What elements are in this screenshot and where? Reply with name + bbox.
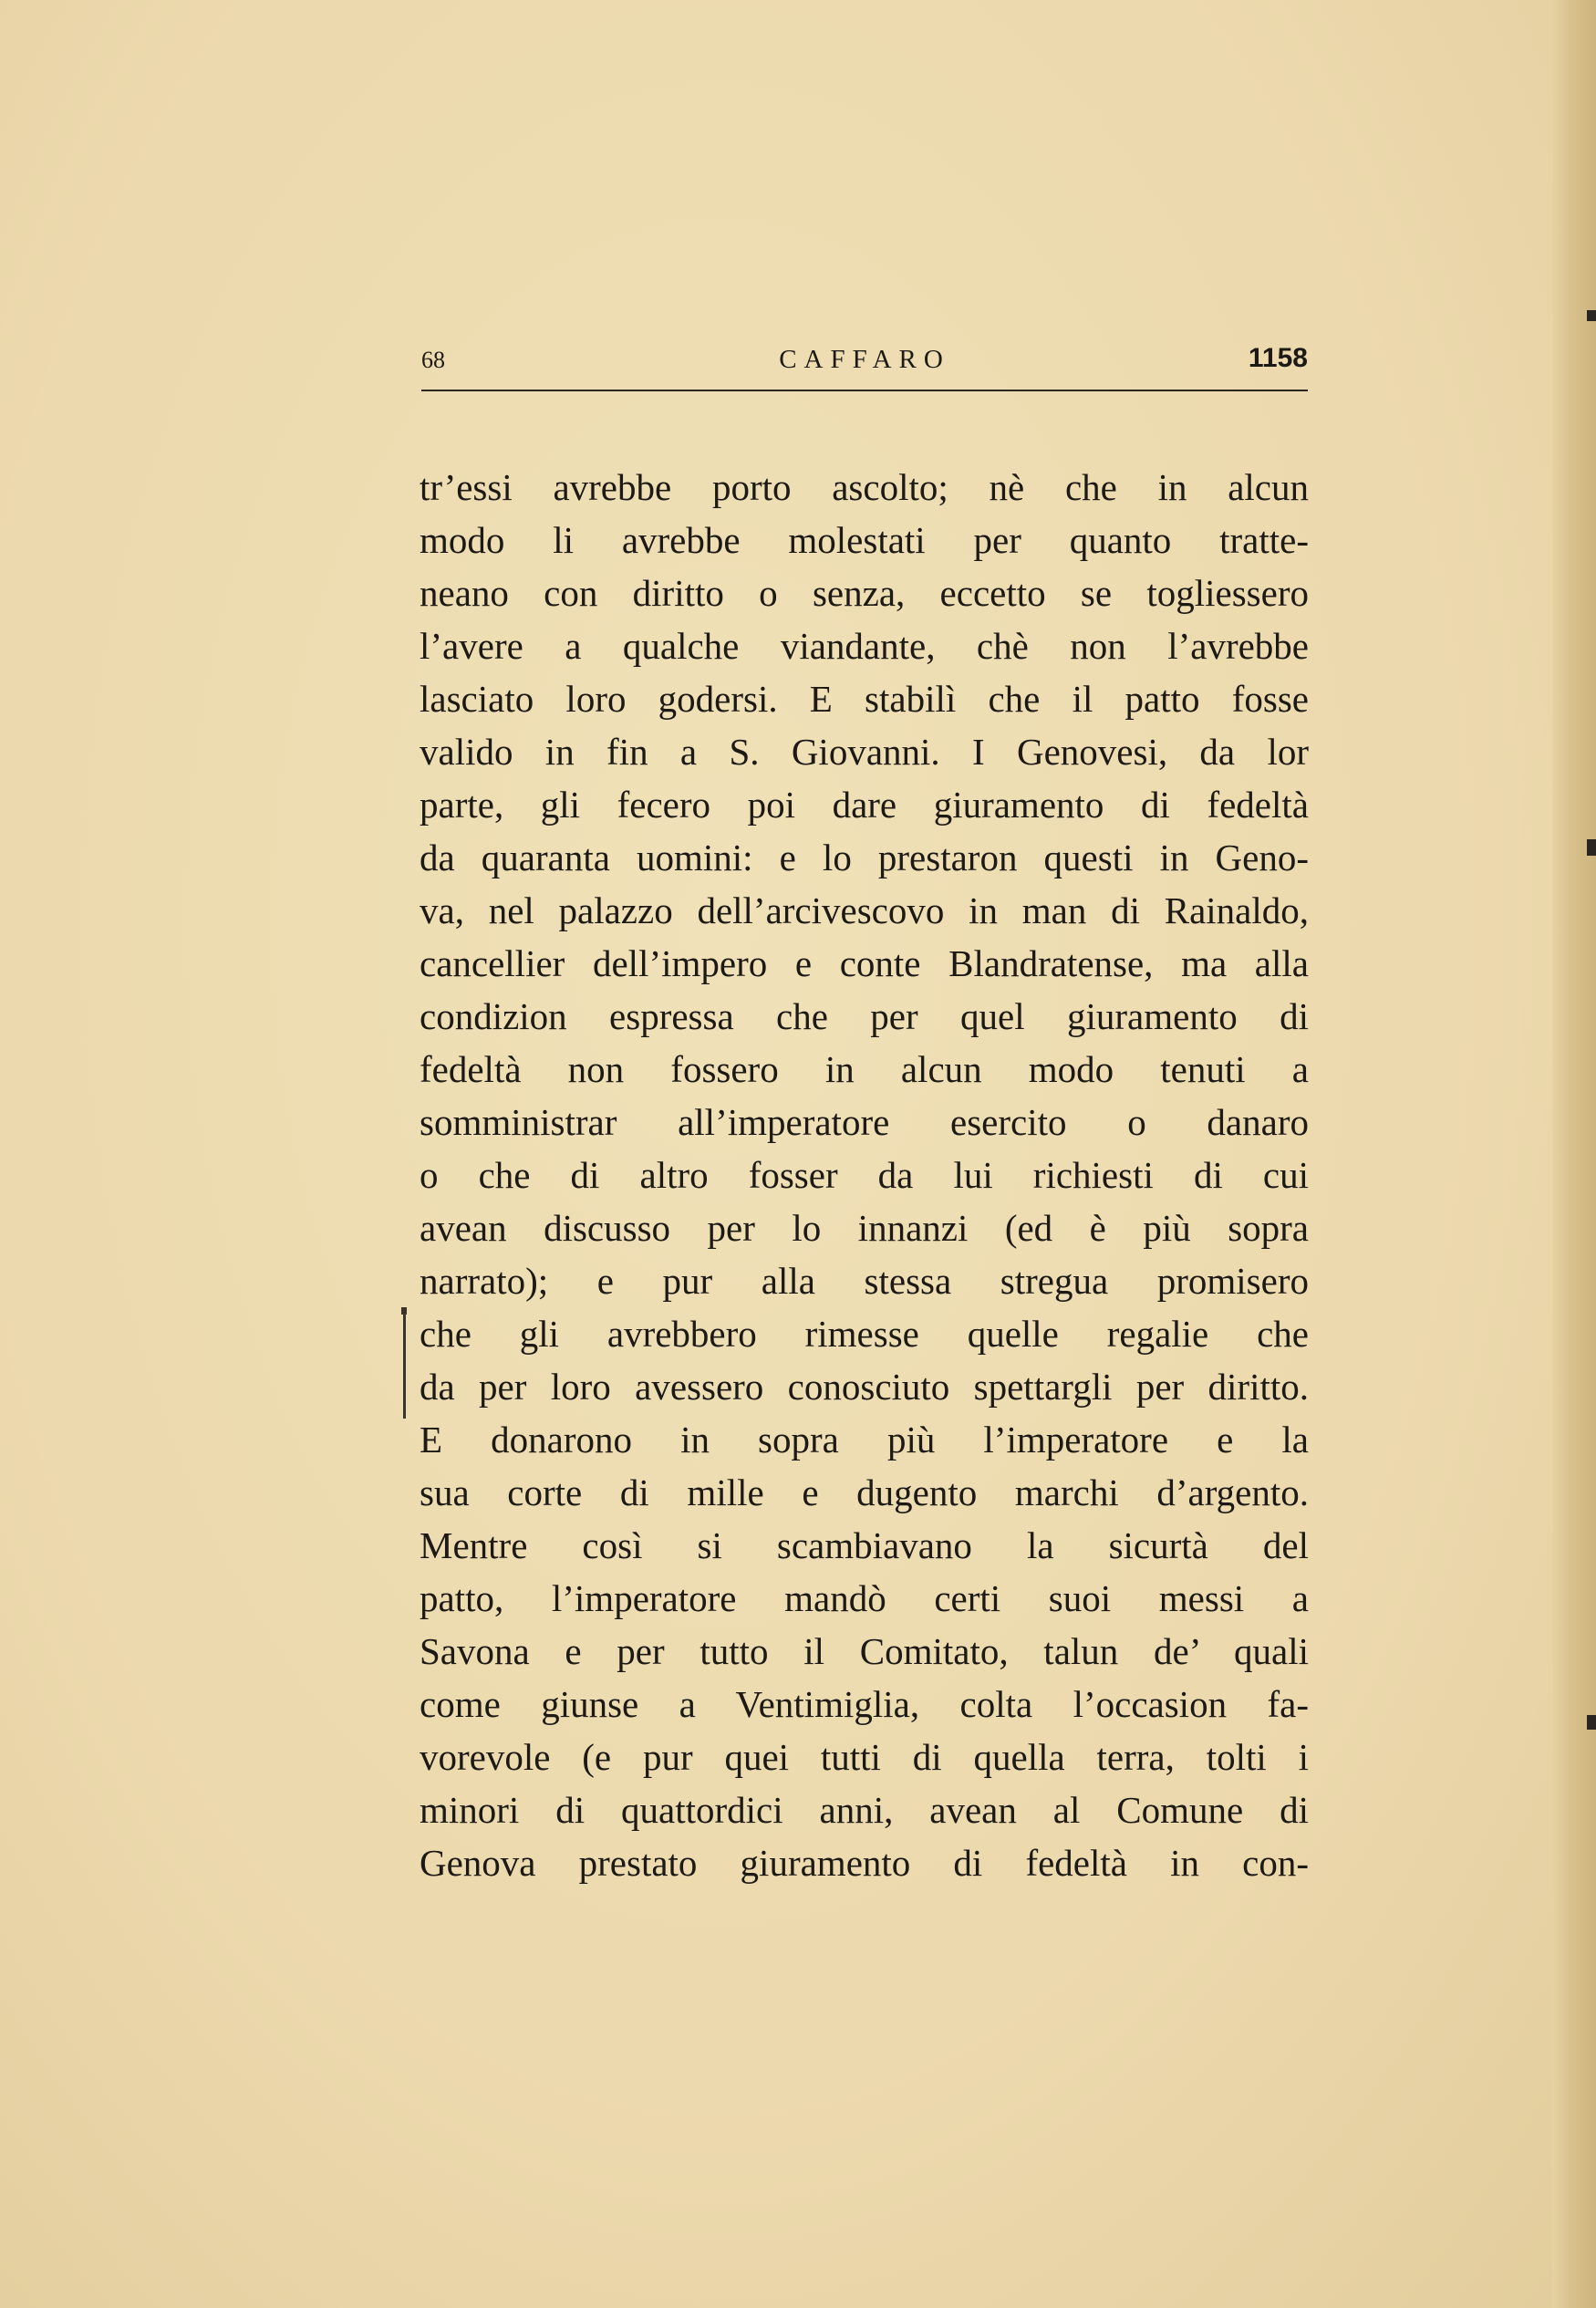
edge-mark [1587,1715,1596,1730]
text-line: o che di altro fosser da lui richiesti di cui [420,1154,1309,1196]
text-line: sua corte di mille e dugento marchi d’argento. [420,1471,1309,1513]
text-line: patto, l’imperatore mandò certi suoi messi a [420,1577,1309,1619]
text-line: va, nel palazzo dell’arcivescovo in man di Rainaldo, [420,889,1309,931]
text-line: somministrar all’imperatore esercito o danaro [420,1101,1309,1143]
body-text [420,461,1309,1889]
header-rule [421,390,1308,391]
page-number: 68 [421,347,445,373]
running-head [421,343,1308,379]
text-line: minori di quattordici anni, avean al Comune di [420,1789,1309,1831]
text-line: Genova prestato giuramento di fedeltà in con- [420,1842,1309,1884]
text-line: modo li avrebbe molestati per quanto tratte- [420,519,1309,561]
running-title: CAFFARO [779,345,950,374]
text-line: che gli avrebbero rimesse quelle regalie che [420,1313,1309,1355]
text-line: Savona e per tutto il Comitato, talun de’ quali [420,1630,1309,1672]
text-line: vorevole (e pur quei tutti di quella terra, tolti i [420,1736,1309,1778]
text-line: Mentre così si scambiavano la sicurtà del [420,1524,1309,1566]
text-line: tr’essi avrebbe porto ascolto; nè che in alcun [420,466,1309,508]
text-line: valido in fin a S. Giovanni. I Genovesi, da lor [420,731,1309,773]
text-line: cancellier dell’impero e conte Blandratense, ma alla [420,942,1309,984]
margin-bracket [403,1311,406,1419]
text-line: neano con diritto o senza, eccetto se togliessero [420,572,1309,614]
text-line: E donarono in sopra più l’imperatore e la [420,1419,1309,1461]
text-line: avean discusso per lo innanzi (ed è più sopra [420,1207,1309,1249]
page-edge [1552,0,1596,2308]
text-line: fedeltà non fossero in alcun modo tenuti a [420,1048,1309,1090]
text-line: come giunse a Ventimiglia, colta l’occasion fa- [420,1683,1309,1725]
text-line: da per loro avessero conosciuto spettargli per diritto. [420,1366,1309,1408]
text-line: lasciato loro godersi. E stabilì che il patto fosse [420,678,1309,720]
text-line: narrato); e pur alla stessa stregua promisero [420,1260,1309,1302]
text-line: l’avere a qualche viandante, chè non l’avrebbe [420,625,1309,667]
year-label: 1158 [1248,343,1308,373]
text-line: condizion espressa che per quel giuramento di [420,995,1309,1037]
edge-mark [1587,839,1596,856]
text-line: parte, gli fecero poi dare giuramento di fedeltà [420,784,1309,826]
text-line: da quaranta uomini: e lo prestaron questi in Geno- [420,837,1309,878]
edge-mark [1587,310,1596,321]
